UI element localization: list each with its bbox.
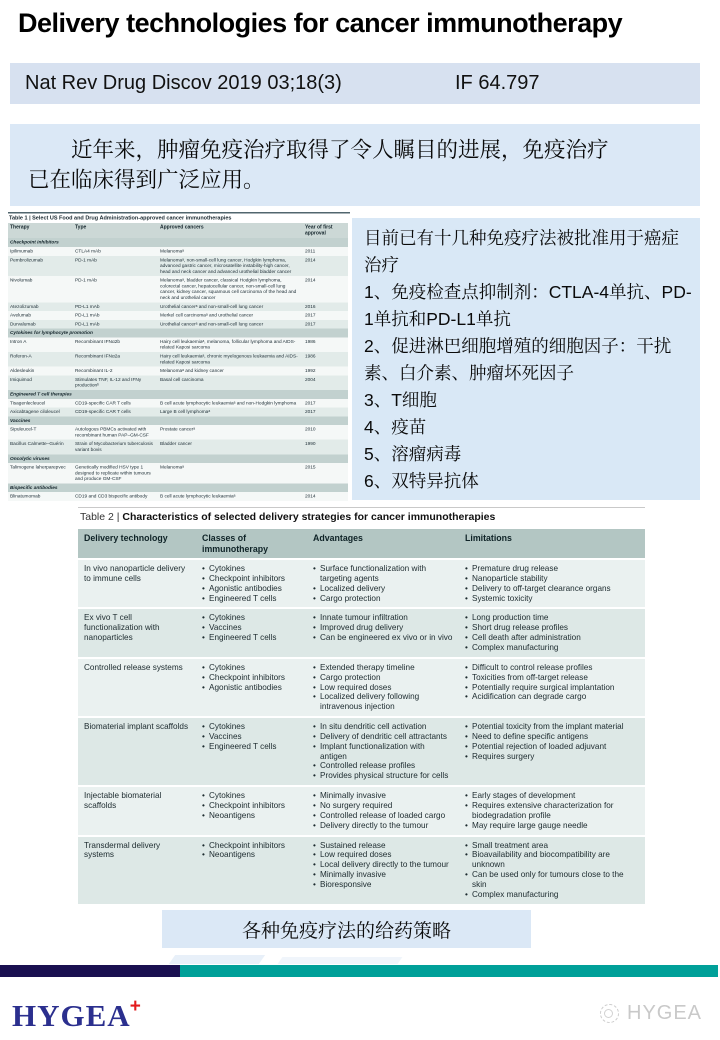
t2-technology-cell: Transdermal delivery systems xyxy=(78,837,196,904)
t2-limitations-cell xyxy=(459,659,645,716)
table1-row xyxy=(8,399,348,408)
bullet-item: • Cytokines xyxy=(202,613,301,623)
bullet-item: • Bioavailability and biocompatibility are unknown xyxy=(465,850,639,870)
table1-row xyxy=(8,247,348,256)
t1-type-cell: PD-L1 mAb xyxy=(73,320,158,329)
t2-advantages-cell-list xyxy=(313,841,453,890)
bullet-item: • Checkpoint inhibitors xyxy=(202,841,301,851)
t1-year-cell: 2017 xyxy=(303,311,348,320)
journal-bar xyxy=(10,63,700,104)
table2-figure xyxy=(78,507,645,906)
bullet-item: • Early stages of development xyxy=(465,791,639,801)
footer-bar-navy xyxy=(0,965,180,977)
t2-advantages-cell xyxy=(307,837,459,904)
t2-classes-cell-list xyxy=(202,564,301,603)
t2-classes-cell xyxy=(196,659,307,716)
t1-year-cell: 2014 xyxy=(303,492,348,501)
t1-cancers-cell: Melanomaᵃ, non-small-cell lung cancer, Hodgkin lymphoma, advanced gastric cancer, microsatellite instability-high cancer, head and neck cancer and advanced urothelial bladder cancer xyxy=(158,256,303,276)
table1-row xyxy=(8,463,348,483)
table2-row xyxy=(78,787,645,834)
t1-therapy-cell: Blinatumomab xyxy=(8,492,73,501)
t2-technology-cell: Ex vivo T cell functionalization with nanoparticles xyxy=(78,609,196,656)
t2-classes-cell-list xyxy=(202,663,301,693)
t1-year-cell: 2010 xyxy=(303,425,348,440)
t2-classes-cell xyxy=(196,787,307,834)
t2-limitations-cell xyxy=(459,787,645,834)
t1-type-cell: Recombinant IL-2 xyxy=(73,367,158,376)
t1-cancers-cell: Melanomaᵃ, bladder cancer, classical Hodgkin lymphoma, colorectal cancer, hepatocellular cancer, non-small-cell lung cancer, kidney cancer, squamous cell carcinoma of the head and neck and urothelial cancer xyxy=(158,276,303,302)
bullet-item: • Delivery to off-target clearance organs xyxy=(465,584,639,594)
bullet-item: • Vaccines xyxy=(202,623,301,633)
t1-cancers-cell: Melanomaᵃ xyxy=(158,247,303,256)
t1-cancers-cell: B cell acute lymphocytic leukaemiaᵃ and non-Hodgkin lymphoma xyxy=(158,399,303,408)
t2-technology-cell: In vivo nanoparticle delivery to immune cells xyxy=(78,560,196,607)
t2-classes-cell xyxy=(196,609,307,656)
t1-year-cell: 2004 xyxy=(303,375,348,390)
t1-type-cell: CD19-specific CAR T cells xyxy=(73,399,158,408)
table2-header-advantages: Advantages xyxy=(307,529,459,558)
bullet-item: • Extended therapy timeline xyxy=(313,663,453,673)
bullet-item: • Toxicities from off-target release xyxy=(465,673,639,683)
table1-section-label: Engineered T cell therapies xyxy=(8,390,348,399)
table2-row xyxy=(78,837,645,904)
t1-cancers-cell: Melanomaᵃ xyxy=(158,463,303,483)
table1-row xyxy=(8,408,348,417)
bullet-item: • Checkpoint inhibitors xyxy=(202,673,301,683)
t1-year-cell: 2016 xyxy=(303,302,348,311)
page-title: Delivery technologies for cancer immunotherapy xyxy=(18,8,623,38)
bullet-item: • Controlled release profiles xyxy=(313,761,453,771)
bullet-item: • Delivery of dendritic cell attractants xyxy=(313,732,453,742)
t2-advantages-cell xyxy=(307,787,459,834)
bullet-item: • Minimally invasive xyxy=(313,870,453,880)
table1-row xyxy=(8,320,348,329)
bullet-item: • In situ dendritic cell activation xyxy=(313,722,453,732)
immunotherapy-summary-box xyxy=(352,218,700,500)
table1-section-label: Vaccines xyxy=(8,416,348,425)
decorative-shape xyxy=(278,957,403,964)
bullet-item: • Local delivery directly to the tumour xyxy=(313,860,453,870)
t2-advantages-cell-list xyxy=(313,791,453,830)
t1-type-cell: PD-1 mAb xyxy=(73,256,158,276)
bullet-item: • Agonistic antibodies xyxy=(202,683,301,693)
bullet-item: • Difficult to control release profiles xyxy=(465,663,639,673)
bullet-item: • Can be engineered ex vivo or in vivo xyxy=(313,633,453,643)
bullet-item: • Engineered T cells xyxy=(202,633,301,643)
t1-year-cell: 2017 xyxy=(303,320,348,329)
bullet-item: • Innate tumour infiltration xyxy=(313,613,453,623)
bullet-item: • Checkpoint inhibitors xyxy=(202,574,301,584)
bullet-item: • Systemic toxicity xyxy=(465,594,639,604)
bullet-item: • Cytokines xyxy=(202,564,301,574)
t1-therapy-cell: Nivolumab xyxy=(8,276,73,302)
t1-therapy-cell: Intron A xyxy=(8,337,73,352)
caption-text: 各种免疫疗法的给药策略 xyxy=(241,920,451,942)
t2-advantages-cell xyxy=(307,560,459,607)
t2-classes-cell-list xyxy=(202,791,301,821)
t2-classes-cell-list xyxy=(202,841,301,861)
bullet-item: • Requires surgery xyxy=(465,752,639,762)
table1-section-row xyxy=(8,238,348,247)
bullet-item: • Delivery directly to the tumour xyxy=(313,821,453,831)
table1-header-therapy: Therapy xyxy=(8,223,73,238)
table1-row xyxy=(8,425,348,440)
table2 xyxy=(78,527,645,906)
table1-section-label: Bispecific antibodies xyxy=(8,483,348,492)
table1-row xyxy=(8,352,348,367)
t1-type-cell: PD-L1 mAb xyxy=(73,311,158,320)
table1-header-row xyxy=(8,223,348,238)
bullet-item: • Complex manufacturing xyxy=(465,643,639,653)
caption-box xyxy=(162,910,531,948)
t1-type-cell: PD-L1 mAb xyxy=(73,302,158,311)
t1-therapy-cell: Roferon-A xyxy=(8,352,73,367)
t1-type-cell: PD-1 mAb xyxy=(73,276,158,302)
right-panel-item: 3、T细胞 xyxy=(364,390,437,410)
table1-figure xyxy=(8,212,350,510)
t1-type-cell: Genetically modified HSV type 1 designed to replicate within tumours and produce GM-CSF xyxy=(73,463,158,483)
table1-section-row xyxy=(8,483,348,492)
t1-cancers-cell: Large B cell lymphomaᵃ xyxy=(158,408,303,417)
t2-advantages-cell xyxy=(307,718,459,785)
t2-technology-cell: Controlled release systems xyxy=(78,659,196,716)
table2-row xyxy=(78,659,645,716)
intro-text: 近年来，肿瘤免疫治疗取得了令人瞩目的进展，免疫治疗已在临床得到广泛应用。 xyxy=(28,138,609,192)
t1-year-cell: 2015 xyxy=(303,463,348,483)
bullet-item: • Cytokines xyxy=(202,722,301,732)
bullet-item: • Short drug release profiles xyxy=(465,623,639,633)
bullet-item: • Implant functionalization with antigen xyxy=(313,742,453,762)
t2-advantages-cell-list xyxy=(313,613,453,643)
table1-row xyxy=(8,337,348,352)
t2-limitations-cell xyxy=(459,718,645,785)
t1-cancers-cell: Basal cell carcinoma xyxy=(158,375,303,390)
t1-year-cell: 1990 xyxy=(303,440,348,455)
table1-header-type: Type xyxy=(73,223,158,238)
table2-title-main: Characteristics of selected delivery strategies for cancer immunotherapies xyxy=(122,511,496,523)
t1-cancers-cell: Merkel cell carcinomaᵃ and urothelial cancer xyxy=(158,311,303,320)
t1-type-cell: Autologous PBMCs activated with recombinant human PAP–GM-CSF xyxy=(73,425,158,440)
t1-therapy-cell: Sipuleucel-T xyxy=(8,425,73,440)
bullet-item: • Localized delivery xyxy=(313,584,453,594)
t1-cancers-cell: Hairy cell leukaemiaᵃ, melanoma, follicular lymphoma and AIDS-related Kaposi sarcoma xyxy=(158,337,303,352)
bullet-item: • Cytokines xyxy=(202,663,301,673)
table1-row xyxy=(8,492,348,501)
t1-year-cell: 2014 xyxy=(303,256,348,276)
t1-cancers-cell: Urothelial cancerᵃ and non-small-cell lung cancer xyxy=(158,302,303,311)
right-panel-item: 6、双特异抗体 xyxy=(364,471,479,491)
t2-limitations-cell-list xyxy=(465,841,639,900)
t2-limitations-cell xyxy=(459,609,645,656)
t2-limitations-cell xyxy=(459,837,645,904)
t1-therapy-cell: Ipilimumab xyxy=(8,247,73,256)
table2-row xyxy=(78,609,645,656)
bullet-item: • Potentially require surgical implantation xyxy=(465,683,639,693)
table2-header-row xyxy=(78,529,645,558)
t2-classes-cell-list xyxy=(202,613,301,643)
table1-section-label: Checkpoint inhibitors xyxy=(8,238,348,247)
table1-section-label: Oncolytic viruses xyxy=(8,454,348,463)
bullet-item: • Cargo protection xyxy=(313,594,453,604)
table1-row xyxy=(8,440,348,455)
table1-row xyxy=(8,367,348,376)
t2-limitations-cell-list xyxy=(465,663,639,702)
bullet-item: • Cytokines xyxy=(202,791,301,801)
bullet-item: • Need to define specific antigens xyxy=(465,732,639,742)
right-panel-item: 4、疫苗 xyxy=(364,417,427,437)
bullet-item: • Can be used only for tumours close to the skin xyxy=(465,870,639,890)
t2-advantages-cell xyxy=(307,659,459,716)
bullet-item: • Surface functionalization with targeting agents xyxy=(313,564,453,584)
bullet-item: • Localized delivery following intravenous injection xyxy=(313,692,453,712)
journal-reference: Nat Rev Drug Discov 2019 03;18(3) xyxy=(25,72,342,94)
t1-year-cell: 2017 xyxy=(303,408,348,417)
table2-title xyxy=(78,507,645,527)
hygea-watermark xyxy=(600,1002,702,1025)
hygea-logo xyxy=(12,996,142,1034)
bullet-item: • Bioresponsive xyxy=(313,880,453,890)
bullet-item: • Checkpoint inhibitors xyxy=(202,801,301,811)
t1-type-cell: Recombinant IFNα2a xyxy=(73,352,158,367)
t2-technology-cell: Biomaterial implant scaffolds xyxy=(78,718,196,785)
table1-row xyxy=(8,311,348,320)
bullet-item: • Provides physical structure for cells xyxy=(313,771,453,781)
bullet-item: • Nanoparticle stability xyxy=(465,574,639,584)
t1-therapy-cell: Atezolizumab xyxy=(8,302,73,311)
t1-cancers-cell: Hairy cell leukaemiaᵃ, chronic myelogenous leukaemia and AIDS-related Kaposi sarcoma xyxy=(158,352,303,367)
table1-section-row xyxy=(8,329,348,338)
bullet-item: • May require large gauge needle xyxy=(465,821,639,831)
t2-limitations-cell-list xyxy=(465,564,639,603)
intro-box xyxy=(10,124,700,206)
t1-year-cell: 1992 xyxy=(303,367,348,376)
table2-header-limitations: Limitations xyxy=(459,529,645,558)
t1-type-cell: Recombinant IFNα2b xyxy=(73,337,158,352)
t2-advantages-cell-list xyxy=(313,663,453,712)
t1-type-cell: CD19 and CD3 bispecific antibody xyxy=(73,492,158,501)
right-panel-item: 5、溶瘤病毒 xyxy=(364,444,462,464)
t2-limitations-cell xyxy=(459,560,645,607)
table1-header-cancers: Approved cancers xyxy=(158,223,303,238)
bullet-item: • Complex manufacturing xyxy=(465,890,639,900)
t1-type-cell: CTLA4 mAb xyxy=(73,247,158,256)
right-panel-item: 1、免疫检查点抑制剂：CTLA-4单抗、PD-1单抗和PD-L1单抗 xyxy=(364,282,692,329)
t2-advantages-cell-list xyxy=(313,564,453,603)
table2-header-classes: Classes of immunotherapy xyxy=(196,529,307,558)
decorative-shape xyxy=(169,955,265,964)
table1-title: Table 1 | Select US Food and Drug Administration-approved cancer immunotherapies xyxy=(8,212,350,223)
t1-therapy-cell: Imiquimod xyxy=(8,375,73,390)
red-cross-icon: + xyxy=(129,996,142,1017)
table1-section-row xyxy=(8,390,348,399)
bullet-item: • Neoantigens xyxy=(202,850,301,860)
bullet-item: • Engineered T cells xyxy=(202,742,301,752)
t1-year-cell: 1986 xyxy=(303,337,348,352)
t1-cancers-cell: Urothelial cancerᵃ and non-small-cell lung cancer xyxy=(158,320,303,329)
bullet-item: • Low required doses xyxy=(313,683,453,693)
bullet-item: • Neoantigens xyxy=(202,811,301,821)
t1-therapy-cell: Tisagenlecleucel xyxy=(8,399,73,408)
bullet-item: • Improved drug delivery xyxy=(313,623,453,633)
table1-header-year: Year of first approval xyxy=(303,223,348,238)
t1-therapy-cell: Durvalumab xyxy=(8,320,73,329)
hygea-watermark-text: HYGEA xyxy=(627,1002,703,1024)
bullet-item: • Agonistic antibodies xyxy=(202,584,301,594)
bullet-item: • Potential toxicity from the implant material xyxy=(465,722,639,732)
bullet-item: • Sustained release xyxy=(313,841,453,851)
table1-section-row xyxy=(8,416,348,425)
bullet-item: • Minimally invasive xyxy=(313,791,453,801)
bullet-item: • Engineered T cells xyxy=(202,594,301,604)
t1-therapy-cell: Aldesleukin xyxy=(8,367,73,376)
t2-limitations-cell-list xyxy=(465,791,639,830)
t1-therapy-cell: Bacillus Calmette–Guérin xyxy=(8,440,73,455)
table1-section-label: Cytokines for lymphocyte promotion xyxy=(8,329,348,338)
table1 xyxy=(8,223,348,501)
t1-year-cell: 1986 xyxy=(303,352,348,367)
table2-title-prefix: Table 2 | xyxy=(80,511,123,523)
bullet-item: • Cell death after administration xyxy=(465,633,639,643)
table1-section-row xyxy=(8,454,348,463)
table2-row xyxy=(78,560,645,607)
t2-limitations-cell-list xyxy=(465,613,639,652)
bullet-item: • Potential rejection of loaded adjuvant xyxy=(465,742,639,752)
table2-header-technology: Delivery technology xyxy=(78,529,196,558)
t2-classes-cell xyxy=(196,718,307,785)
t1-type-cell: Strain of Mycobacterium tuberculosis variant bovis xyxy=(73,440,158,455)
t1-year-cell: 2017 xyxy=(303,399,348,408)
right-panel-item: 2、促进淋巴细胞增殖的细胞因子：干扰素、白介素、肿瘤坏死因子 xyxy=(364,336,672,383)
right-panel-item: 目前已有十几种免疫疗法被批准用于癌症治疗 xyxy=(364,228,679,275)
t1-cancers-cell: Prostate cancerᵃ xyxy=(158,425,303,440)
bullet-item: • Acidification can degrade cargo xyxy=(465,692,639,702)
t1-cancers-cell: B cell acute lymphocytic leukaemiaᵃ xyxy=(158,492,303,501)
t2-classes-cell xyxy=(196,560,307,607)
table1-row xyxy=(8,256,348,276)
bullet-item: • Vaccines xyxy=(202,732,301,742)
t2-classes-cell-list xyxy=(202,722,301,752)
bullet-item: • Cargo protection xyxy=(313,673,453,683)
t1-therapy-cell: Avelumab xyxy=(8,311,73,320)
bullet-item: • Requires extensive characterization for biodegradation profile xyxy=(465,801,639,821)
t1-cancers-cell: Bladder cancer xyxy=(158,440,303,455)
t1-therapy-cell: Talimogene laherparepvec xyxy=(8,463,73,483)
impact-factor: IF 64.797 xyxy=(455,72,540,94)
bullet-item: • Premature drug release xyxy=(465,564,639,574)
t2-advantages-cell xyxy=(307,609,459,656)
bullet-item: • No surgery required xyxy=(313,801,453,811)
bullet-item: • Long production time xyxy=(465,613,639,623)
hygea-logo-text: HYGEA xyxy=(12,998,131,1033)
bullet-item: • Controlled release of loaded cargo xyxy=(313,811,453,821)
table1-row xyxy=(8,276,348,302)
t1-year-cell: 2014 xyxy=(303,276,348,302)
t1-type-cell: Stimulates TNF, IL-12 and IFNγ productionᵇ xyxy=(73,375,158,390)
t2-technology-cell: Injectable biomaterial scaffolds xyxy=(78,787,196,834)
bullet-item: • Small treatment area xyxy=(465,841,639,851)
t1-year-cell: 2011 xyxy=(303,247,348,256)
t2-limitations-cell-list xyxy=(465,722,639,761)
table1-row xyxy=(8,302,348,311)
t1-type-cell: CD19-specific CAR T cells xyxy=(73,408,158,417)
t1-therapy-cell: Pembrolizumab xyxy=(8,256,73,276)
t2-classes-cell xyxy=(196,837,307,904)
t2-advantages-cell-list xyxy=(313,722,453,781)
footer-bar-teal xyxy=(180,965,718,977)
t1-therapy-cell: Axicabtagene ciloleucel xyxy=(8,408,73,417)
t1-cancers-cell: Melanomaᵃ and kidney cancer xyxy=(158,367,303,376)
table2-row xyxy=(78,718,645,785)
hygea-watermark-icon xyxy=(600,1004,619,1023)
bullet-item: • Low required doses xyxy=(313,850,453,860)
table1-row xyxy=(8,375,348,390)
